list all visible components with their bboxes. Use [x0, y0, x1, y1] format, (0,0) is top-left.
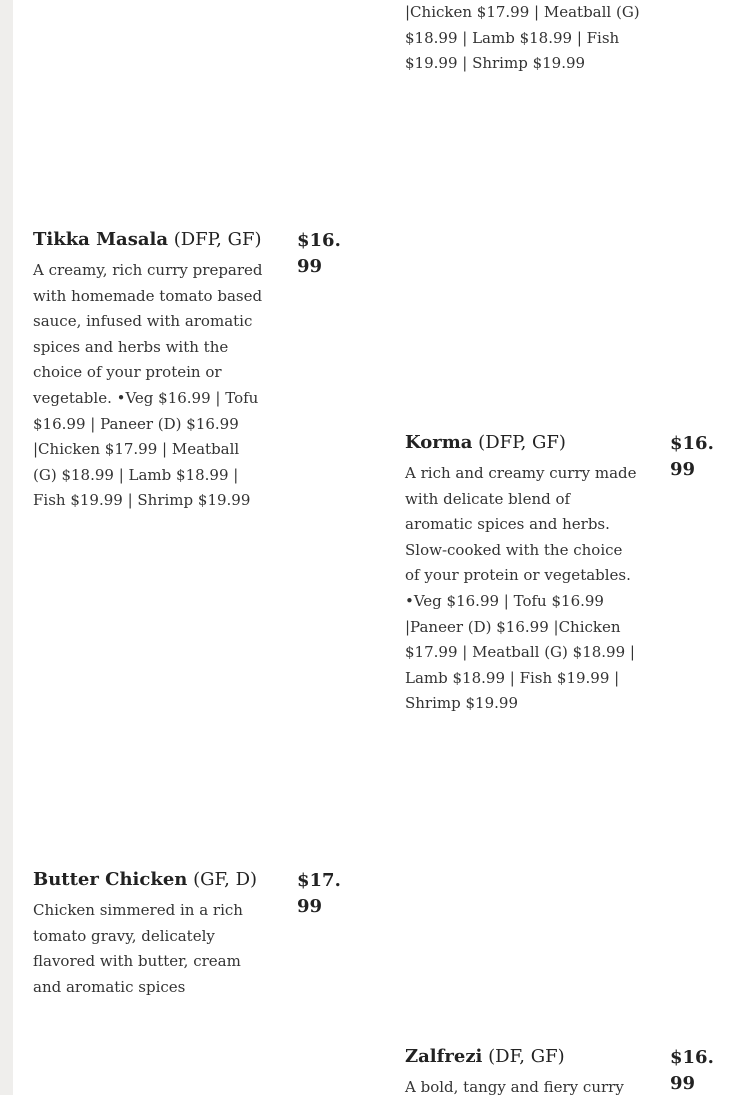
menu-item-name	[405, 1045, 640, 1069]
menu-item-zalfrezi[interactable]	[405, 1045, 640, 1101]
menu-item-name	[33, 228, 265, 252]
menu-item-description: A rich and creamy curry made with delicate blend of aromatic spices and herbs. Slow-cooked with the choice of your protein or vegetables. •Veg $16.99 | Tofu $16.99 |Paneer (D) $16.99 |Chicken $17.99 | Meatball (G) $18.99 | Lamb $18.99 | Fish $19.99 | Shrimp $19.99	[405, 464, 637, 713]
menu-item-title: Zalfrezi	[405, 1046, 483, 1067]
menu-item-description: A bold, tangy and fiery curry	[405, 1078, 624, 1096]
menu-item-title: Butter Chicken	[33, 869, 188, 890]
menu-item-title: Tikka Masala	[33, 229, 168, 250]
fragment-line: $18.99 | Lamb $18.99 | Fish	[405, 28, 620, 47]
fragment-line: $19.99 | Shrimp $19.99	[405, 54, 586, 73]
menu-item-price: $16.99	[670, 1047, 714, 1094]
menu-item-tags: (GF, D)	[187, 869, 258, 890]
previous-item-description-fragment	[405, 0, 640, 77]
menu-item-tags: (DF, GF)	[482, 1046, 565, 1067]
menu-item-price: $16.99	[670, 433, 714, 480]
menu-item-description: A creamy, rich curry prepared with homemade tomato based sauce, infused with aromatic spices and herbs with the choice of your protein or vegetable. •Veg $16.99 | Tofu $16.99 | Paneer (D) $16.99 |Chicken $17.99 | Meatball (G) $18.99 | Lamb $18.99 | Fish $19.99 | Shrimp $19.99	[33, 261, 263, 510]
menu-item-tikka-masala[interactable]	[33, 228, 265, 514]
page-side-bar	[0, 0, 13, 1095]
menu-item-butter-chicken[interactable]	[33, 868, 265, 1000]
menu-item-tags: (DFP, GF)	[168, 229, 262, 250]
menu-item-name	[405, 431, 640, 455]
menu-item-price: $17.99	[297, 870, 341, 917]
fragment-line: |Chicken $17.99 | Meatball (G)	[405, 3, 640, 21]
menu-item-name	[33, 868, 265, 892]
menu-item-tags: (DFP, GF)	[472, 432, 566, 453]
menu-item-price: $16.99	[297, 230, 341, 277]
menu-item-title: Korma	[405, 432, 473, 453]
menu-item-korma[interactable]	[405, 431, 640, 717]
menu-item-description: Chicken simmered in a rich tomato gravy, delicately flavored with butter, cream and aromatic spices	[33, 901, 243, 996]
